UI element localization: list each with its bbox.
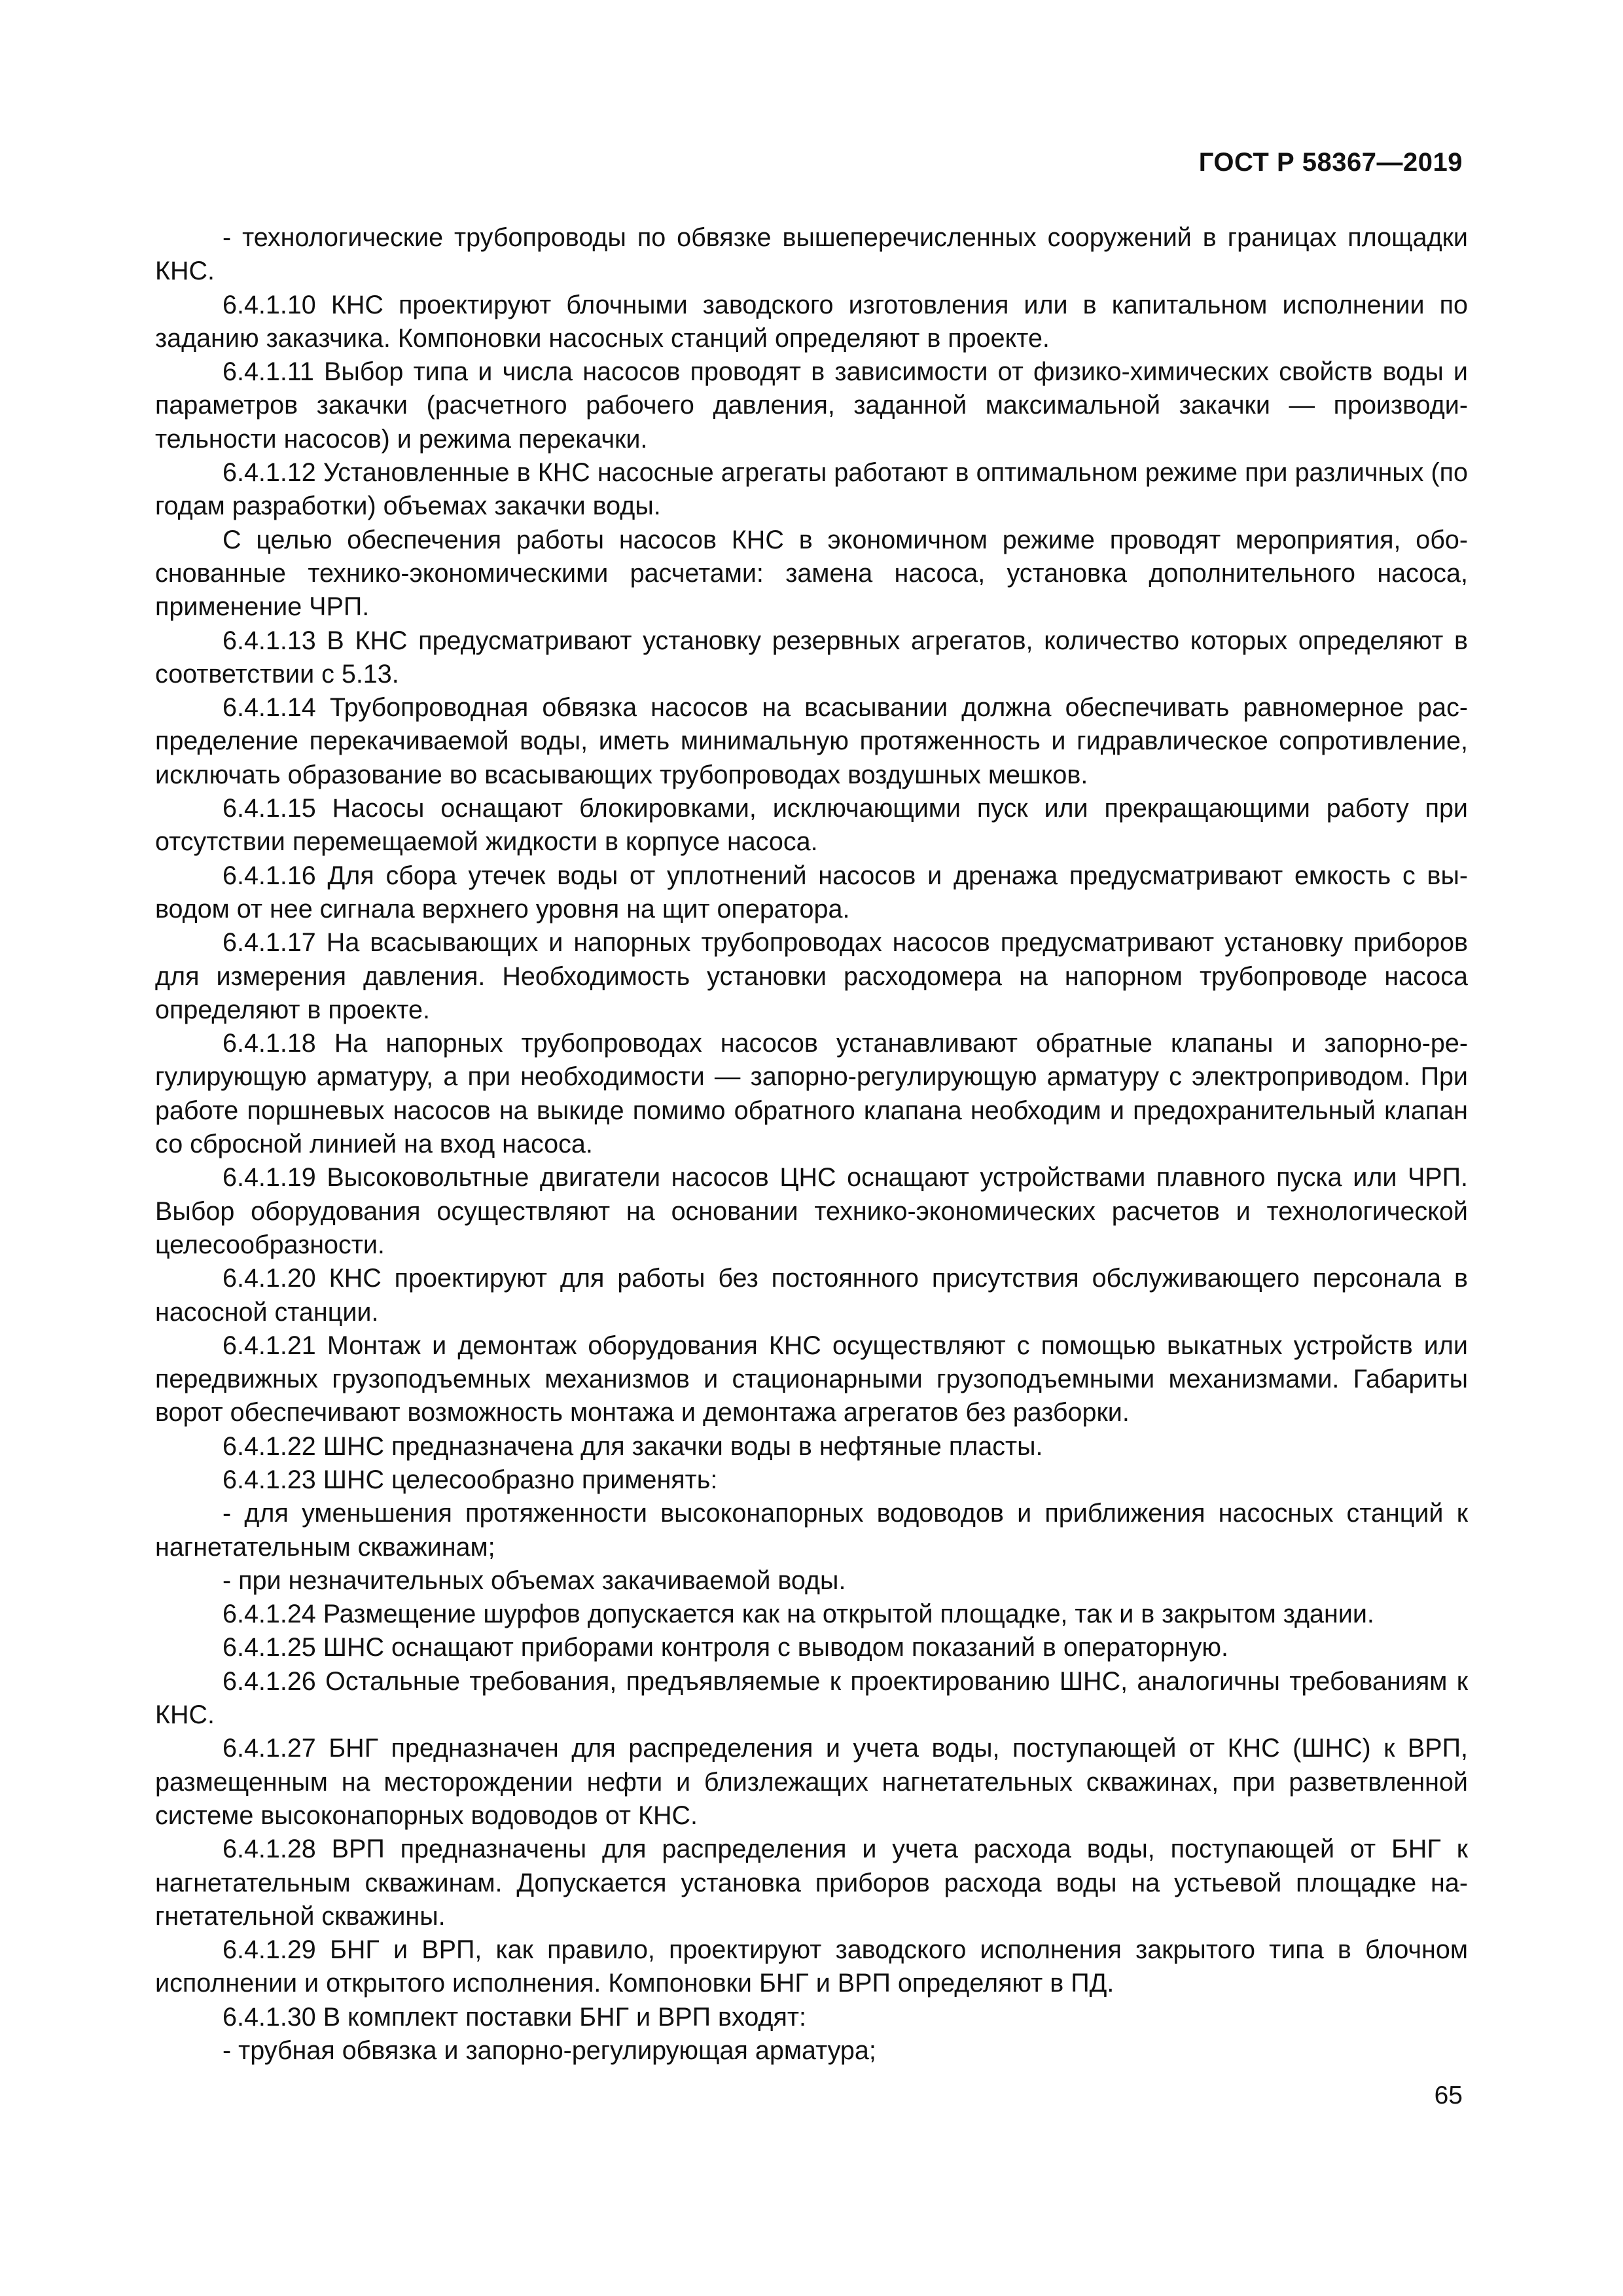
paragraph: 6.4.1.23 ШНС целесообразно применять: [223, 1465, 718, 1494]
page-number: 65 [1434, 2081, 1463, 2109]
paragraph: 6.4.1.20 КНС проектируют для работы без постоянного присутствия обслуживающего персонала в насосной станции. [155, 1264, 1468, 1327]
paragraph: 6.4.1.21 Монтаж и демонтаж оборудования КНС осуществляют с помощью выкатных устройств или передвижных грузоподъемных механизмов и стационарными грузоподъемными механизмами. Габариты ворот обеспечивают возможность монтажа и демонтажа агрегатов без разборки. [155, 1331, 1468, 1427]
paragraph: 6.4.1.24 Размещение шурфов допускается как на открытой площадке, так и в закрытом здании. [223, 1600, 1374, 1629]
paragraph: 6.4.1.15 Насосы оснащают блокировками, исключающими пуск или прекращающими работу при отсутствии перемещаемой жидкости в корпусе насоса. [155, 794, 1468, 857]
paragraph: 6.4.1.16 Для сбора утечек воды от уплотнений насосов и дренажа предусматривают емкость с выводом от нее сигнала верхнего уровня на щит оператора. [155, 861, 1468, 924]
paragraph: - технологические трубопроводы по обвязке вышеперечисленных сооружений в границах площадки КНС. [155, 223, 1468, 286]
paragraph: 6.4.1.26 Остальные требования, предъявляемые к проектированию ШНС, аналогичны требованиям к КНС. [155, 1666, 1468, 1730]
paragraph: 6.4.1.13 В КНС предусматривают установку резервных агрегатов, количество которых определяют в соответствии с 5.13. [155, 626, 1468, 689]
paragraph: 6.4.1.17 На всасывающих и напорных трубопроводах насосов предусматривают установку приборов для измерения давления. Необходимость установки расходомера на напорном трубопроводе насоса определяют в проекте. [155, 928, 1468, 1024]
paragraph: 6.4.1.22 ШНС предназначена для закачки воды в нефтяные пласты. [223, 1431, 1043, 1461]
document-standard-code: ГОСТ Р 58367—2019 [1198, 148, 1463, 177]
paragraph: 6.4.1.10 КНС проектируют блочными заводского изготовления или в капитальном исполнении по заданию заказчика. Компоновки насосных станций определяют в проекте. [155, 290, 1468, 353]
paragraph: - трубная обвязка и запорно-регулирующая арматура; [223, 2036, 876, 2066]
paragraph: 6.4.1.29 БНГ и ВРП, как правило, проектируют заводского исполнения закрытого типа в блочном исполнении и открытого исполнения. Компоновки БНГ и ВРП определяют в ПД. [155, 1935, 1468, 1998]
paragraph: 6.4.1.18 На напорных трубопроводах насосов устанавливают обратные клапаны и запорно-регулирующую арматуру, а при необходимости — запорно-регулирующую арматуру с электроприводом. При работе поршневых насосов на выкиде помимо обратного клапана необходим и предохранительный клапан со сбросной линией на вход насоса. [155, 1029, 1468, 1159]
paragraph: 6.4.1.25 ШНС оснащают приборами контроля с выводом показаний в операторную. [223, 1633, 1228, 1662]
paragraph: 6.4.1.28 ВРП предназначены для распределения и учета расхода воды, поступающей от БНГ к нагнетательным скважинам. Допускается установка приборов расхода воды на устьевой площадке нагнетательной скважины. [155, 1835, 1468, 1931]
paragraph: 6.4.1.14 Трубопроводная обвязка насосов на всасывании должна обеспечивать равномерное распределение перекачиваемой воды, иметь минимальную протяженность и гидравлическое сопротивление, исключать образование во всасывающих трубопроводах воздушных мешков. [155, 693, 1468, 789]
paragraph: 6.4.1.19 Высоковольтные двигатели насосов ЦНС оснащают устройствами плавного пуска или ЧРП. Выбор оборудования осуществляют на основании технико-экономических расчетов и технологической целесообразности. [155, 1163, 1468, 1259]
paragraph: 6.4.1.11 Выбор типа и числа насосов проводят в зависимости от физико-химических свойств воды и параметров закачки (расчетного рабочего давления, заданной максимальной закачки — производительности насосов) и режима перекачки. [155, 357, 1468, 454]
paragraph: 6.4.1.27 БНГ предназначен для распределения и учета воды, поступающей от КНС (ШНС) к ВРП, размещенным на месторождении нефти и близлежащих нагнетательных скважинах, при разветвленной системе высоконапорных водоводов от КНС. [155, 1734, 1468, 1830]
paragraph: - при незначительных объемах закачиваемой воды. [223, 1566, 846, 1595]
paragraph: 6.4.1.30 В комплект поставки БНГ и ВРП входят: [223, 2002, 806, 2032]
document-body [155, 221, 1468, 2068]
paragraph: С целью обеспечения работы насосов КНС в экономичном режиме проводят мероприятия, обоснованные технико-экономическими расчетами: замена насоса, установка дополнительного насоса, применение ЧРП. [155, 525, 1468, 622]
paragraph: - для уменьшения протяженности высоконапорных водоводов и приближения насосных станций к нагнетательным скважинам; [155, 1499, 1468, 1562]
paragraph: 6.4.1.12 Установленные в КНС насосные агрегаты работают в оптимальном режиме при различных (по годам разработки) объемах закачки воды. [155, 458, 1468, 521]
